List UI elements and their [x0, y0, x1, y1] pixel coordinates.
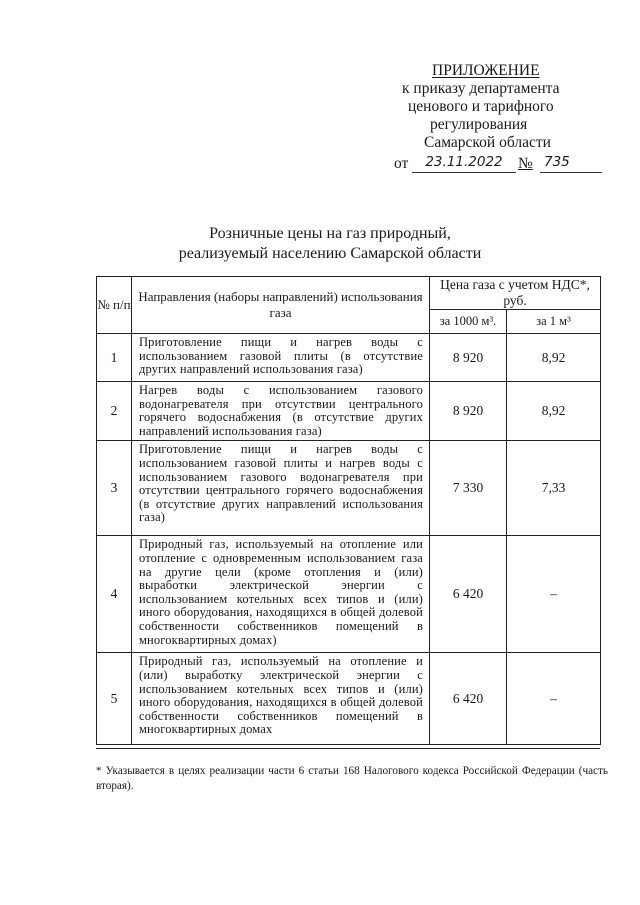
document-heading: [150, 224, 510, 264]
row-number: 2: [97, 382, 132, 441]
number-label: №: [518, 155, 533, 172]
header-per-1000: за 1000 м³.: [430, 310, 507, 334]
from-label: от: [394, 155, 409, 172]
price-per-1: 8,92: [507, 382, 601, 441]
table-row: [97, 334, 601, 382]
appendix-line: регулирования: [430, 116, 528, 133]
header-direction: Направления (наборы направлений) использования газа: [132, 277, 430, 334]
heading-line-1: Розничные цены на газ природный,: [209, 225, 451, 242]
price-per-1000: 6 420: [430, 653, 507, 745]
row-description: Природный газ, используемый на отопление и (или) выработку электрической энергии с использованием котельных всех типов и (или) иного оборудования, находящихся в общей долевой собственности собственников помещений в многоквартирных домах: [132, 653, 430, 745]
price-per-1: –: [507, 653, 601, 745]
order-date: 23.11.2022: [425, 154, 503, 170]
table-row: [97, 382, 601, 441]
price-per-1000: 6 420: [430, 536, 507, 653]
price-table: [96, 276, 601, 745]
heading-line-2: реализуемый населению Самарской области: [178, 245, 482, 262]
row-number: 3: [97, 441, 132, 536]
row-number: 1: [97, 334, 132, 382]
price-per-1000: 8 920: [430, 382, 507, 441]
date-underline: [412, 172, 516, 173]
row-description: Нагрев воды с использованием газового водонагревателя при отсутствии центрального горячего водоснабжения (в отсутствие других направлений использования газа): [132, 382, 430, 441]
price-per-1000: 7 330: [430, 441, 507, 536]
header-number: № п/п: [97, 277, 132, 334]
row-number: 5: [97, 653, 132, 745]
header-price: Цена газа с учетом НДС*, руб.: [430, 277, 601, 310]
footnote-divider: [96, 748, 600, 749]
price-per-1: 8,92: [507, 334, 601, 382]
appendix-block: [380, 62, 600, 152]
row-number: 4: [97, 536, 132, 653]
row-description: Приготовление пищи и нагрев воды с использованием газовой плиты (в отсутствие других направлений использования газа): [132, 334, 430, 382]
appendix-title: ПРИЛОЖЕНИЕ: [432, 62, 540, 79]
appendix-line: Самарской области: [424, 134, 551, 151]
table-row: [97, 653, 601, 745]
number-underline: [540, 172, 602, 173]
table-row: [97, 536, 601, 653]
row-description: Приготовление пищи и нагрев воды с использованием газовой плиты и нагрев воды с использованием газового водонагревателя при отсутствии центрального горячего водоснабжения (в отсутствие других направлений использования газа): [132, 441, 430, 536]
order-number: 735: [544, 154, 570, 170]
appendix-line: к приказу департамента: [402, 80, 560, 97]
row-description: Природный газ, используемый на отопление или отопление с одновременным использованием газа на другие цели (кроме отопления и (или) выработки электрической энергии с использованием котельных всех типов и (или) иного оборудования, находящихся в общей долевой собственности собственников помещений в многоквартирных домах): [132, 536, 430, 653]
header-per-1: за 1 м³: [507, 310, 601, 334]
price-per-1: –: [507, 536, 601, 653]
table-row: [97, 441, 601, 536]
order-date-number: [394, 155, 604, 177]
price-per-1000: 8 920: [430, 334, 507, 382]
footnote: * Указывается в целях реализации части 6 статьи 168 Налогового кодекса Российской Федерации (часть вторая).: [96, 765, 608, 792]
appendix-line: ценового и тарифного: [408, 98, 554, 115]
price-per-1: 7,33: [507, 441, 601, 536]
